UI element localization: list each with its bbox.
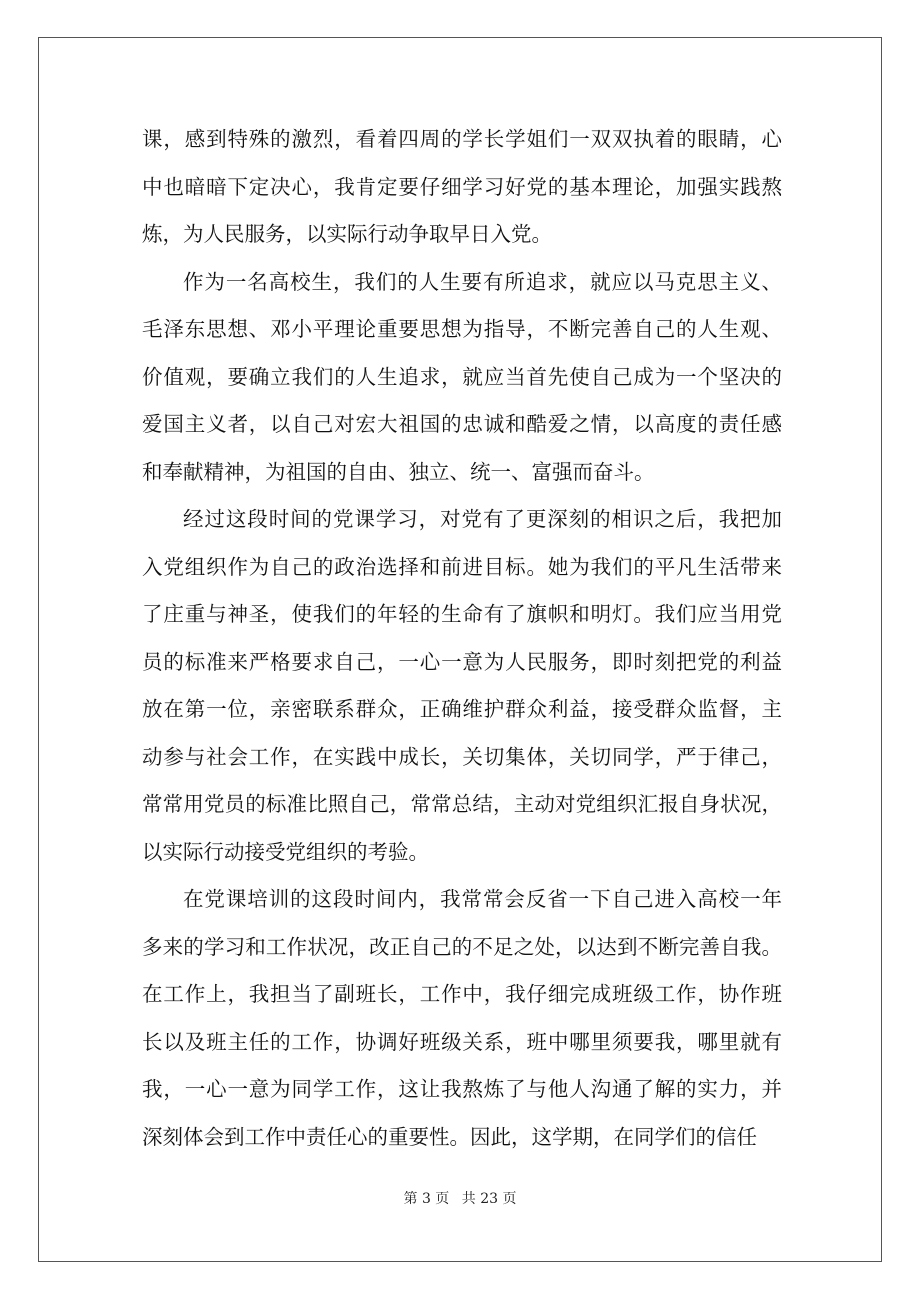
text-line: 毛泽东思想、邓小平理论重要思想为指导，不断完善自己的人生观、 <box>142 317 782 341</box>
paragraph <box>142 496 782 876</box>
text-line: 以实际行动接受党组织的考验。 <box>142 839 429 864</box>
text-line: 了庄重与神圣，使我们的年轻的生命有了旗帜和明灯。我们应当用党 <box>142 602 782 626</box>
text-line: 入党组织作为自己的政治选择和前进目标。她为我们的平凡生活带来 <box>142 554 782 579</box>
text-line: 和奉献精神，为祖国的自由、独立、统一、富强而奋斗。 <box>142 459 655 484</box>
text-line: 课，感到特殊的激烈，看着四周的学长学姐们一双双执着的眼睛，心 <box>142 127 782 151</box>
page-footer <box>0 1188 920 1208</box>
text-line: 经过这段时间的党课学习，对党有了更深刻的相识之后，我把加 <box>183 507 782 531</box>
text-line: 多来的学习和工作状况，改正自己的不足之处，以达到不断完善自我。 <box>142 934 782 959</box>
page-number: 第 3 页 <box>403 1191 450 1207</box>
text-line: 在党课培训的这段时间内，我常常会反省一下自己进入高校一年 <box>183 887 782 911</box>
paragraph <box>142 259 782 497</box>
text-line: 中也暗暗下定决心，我肯定要仔细学习好党的基本理论，加强实践熬 <box>142 174 782 199</box>
page-total: 共 23 页 <box>461 1191 517 1207</box>
text-line: 常常用党员的标准比照自己，常常总结，主动对党组织汇报自身状况， <box>142 792 782 816</box>
text-line: 放在第一位，亲密联系群众，正确维护群众利益，接受群众监督，主 <box>142 697 782 721</box>
document-body <box>142 116 782 1161</box>
text-line: 长以及班主任的工作，协调好班级关系，班中哪里须要我，哪里就有 <box>142 1029 782 1054</box>
text-line: 我，一心一意为同学工作，这让我熬炼了与他人沟通了解的实力，并 <box>142 1077 782 1101</box>
text-line: 员的标准来严格要求自己，一心一意为人民服务，即时刻把党的利益 <box>142 649 782 674</box>
paragraph <box>142 876 782 1161</box>
text-line: 作为一名高校生，我们的人生要有所追求，就应以马克思主义、 <box>183 269 782 294</box>
paragraph <box>142 116 782 259</box>
text-line: 价值观，要确立我们的人生追求，就应当首先使自己成为一个坚决的 <box>142 364 782 389</box>
text-line: 深刻体会到工作中责任心的重要性。因此，这学期，在同学们的信任 <box>142 1124 757 1149</box>
text-line: 在工作上，我担当了副班长，工作中，我仔细完成班级工作，协作班 <box>142 982 782 1006</box>
text-line: 爱国主义者，以自己对宏大祖国的忠诚和酷爱之情，以高度的责任感 <box>142 412 782 436</box>
text-line: 动参与社会工作，在实践中成长，关切集体，关切同学，严于律己， <box>142 744 782 769</box>
text-line: 炼，为人民服务，以实际行动争取早日入党。 <box>142 222 552 246</box>
